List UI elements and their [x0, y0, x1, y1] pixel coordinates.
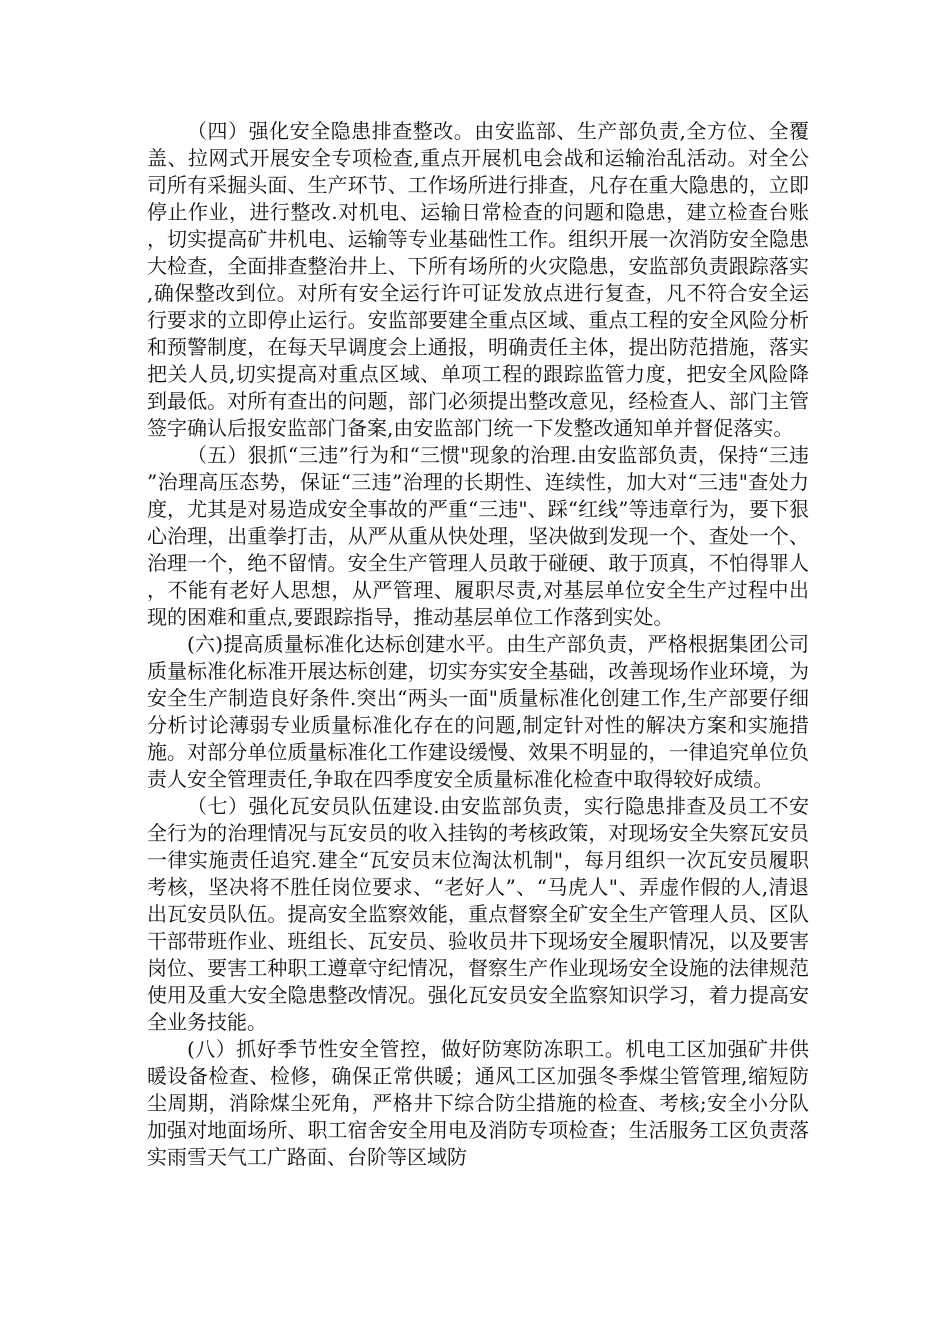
- paragraph-section-5: （五）狠抓“三违”行为和“三惯"现象的治理.由安监部负责，保持“三违”治理高压态势，保证“三违”治理的长期性、连续性，加大对“三违"查处力度，尤其是对易造成安全事故的严重“三违"、踩“红线”等违章行为，要下狠心治理，出重拳打击，从严从重从快处理，坚决做到发现一个、查处一个、治理一个，绝不留情。安全生产管理人员敢于碰硬、敢于顶真，不怕得罪人，不能有老好人思想，从严管理、履职尽责,对基层单位安全生产过程中出现的困难和重点,要跟踪指导，推动基层单位工作落到实处。: [147, 443, 809, 629]
- paragraph-section-4: （四）强化安全隐患排查整改。由安监部、生产部负责,全方位、全覆盖、拉网式开展安全专项检查,重点开展机电会战和运输治乱活动。对全公司所有采掘头面、生产环节、工作场所进行排查，凡存在重大隐患的，立即停止作业，进行整改.对机电、运输日常检查的问题和隐患，建立检查台账，切实提高矿井机电、运输等专业基础性工作。组织开展一次消防安全隐患大检查，全面排查整治井上、下所有场所的火灾隐患，安监部负责跟踪落实,确保整改到位。对所有安全运行许可证发放点进行复查，凡不符合安全运行要求的立即停止运行。安监部要建全重点区域、重点工程的安全风险分析和预警制度，在每天早调度会上通报，明确责任主体，提出防范措施，落实把关人员,切实提高对重点区域、单项工程的跟踪监管力度，把安全风险降到最低。对所有查出的问题，部门必须提出整改意见，经检查人、部门主管签字确认后报安监部门备案,由安监部门统一下发整改通知单并督促落实。: [147, 119, 809, 440]
- paragraph-section-6: (六)提高质量标准化达标创建水平。由生产部负责，严格根据集团公司质量标准化标准开展达标创建，切实夯实安全基础，改善现场作业环境，为安全生产制造良好条件.突出“两头一面"质量标准化创建工作,生产部要仔细分析讨论薄弱专业质量标准化存在的问题,制定针对性的解决方案和实施措施。对部分单位质量标准化工作建设缓慢、效果不明显的，一律追究单位负责人安全管理责任,争取在四季度安全质量标准化检查中取得较好成绩。: [147, 632, 809, 791]
- paragraph-section-8: (八）抓好季节性安全管控，做好防寒防冻职工。机电工区加强矿井供暖设备检查、检修，确保正常供暖；通风工区加强冬季煤尘管管理,缩短防尘周期，消除煤尘死角，严格井下综合防尘措施的检查、考核;安全小分队加强对地面场所、职工宿舍安全用电及消防专项检查；生活服务工区负责落实雨雪天气工广路面、台阶等区域防: [147, 1037, 809, 1169]
- document-body: [147, 118, 809, 1171]
- paragraph-section-7: （七）强化瓦安员队伍建设.由安监部负责，实行隐患排查及员工不安全行为的治理情况与瓦安员的收入挂钩的考核政策，对现场安全失察瓦安员一律实施责任追究.建全“瓦安员末位淘汰机制"，每月组织一次瓦安员履职考核，坚决将不胜任岗位要求、“老好人”、“马虎人"、弄虚作假的人,清退出瓦安员队伍。提高安全监察效能，重点督察全矿安全生产管理人员、区队干部带班作业、班组长、瓦安员、验收员井下现场安全履职情况，以及要害岗位、要害工种职工遵章守纪情况，督察生产作业现场安全设施的法律规范使用及重大安全隐患整改情况。强化瓦安员安全监察知识学习，着力提高安全业务技能。: [147, 794, 809, 1034]
